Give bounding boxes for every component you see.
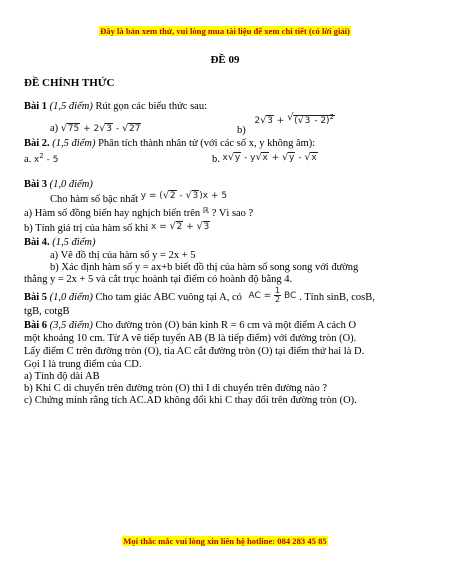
bai3-points: (1,0 điểm) bbox=[49, 179, 93, 190]
bai2-part-b bbox=[212, 152, 318, 163]
bai3-qa-set: ℝ bbox=[202, 206, 210, 215]
hotline-banner bbox=[0, 536, 450, 546]
bai1-a-expression: √ 75 + 2√ 3 - √ 27 bbox=[61, 124, 142, 134]
bai1-b-expression: 2√ 3 + √ (√ 3 - 2)$^2$ bbox=[254, 116, 335, 126]
bai1-text: Rút gọn các biểu thức sau: bbox=[95, 101, 207, 112]
bai6-line1 bbox=[24, 320, 356, 331]
bai2-a-label: a. bbox=[24, 154, 32, 165]
bai6-question-a: a) Tính độ dài AB bbox=[24, 371, 100, 382]
bai3-question-a bbox=[24, 208, 253, 219]
bai6-label: Bài 6 bbox=[24, 320, 48, 331]
hotline-text: Mọi thắc mắc vui lòng xin liên hệ hotline: 084 283 45 85 bbox=[123, 536, 327, 546]
bai6-question-c: c) Chứng minh rằng tích AC.AD không đổi khi C thay đổi trên đường tròn (O). bbox=[24, 395, 357, 406]
bai1-label: Bài 1 bbox=[24, 101, 48, 112]
bai5-line1 bbox=[24, 286, 375, 306]
bai2-text: Phân tích thành nhân tử (với các số x, y không âm): bbox=[98, 138, 316, 149]
bai5-ratio-expression bbox=[248, 286, 299, 304]
bai3-question-b bbox=[24, 223, 210, 234]
bai3-qb-text: b) Tính giá trị của hàm số khi bbox=[24, 223, 149, 234]
bai3-qa-text: a) Hàm số đồng biến hay nghịch biến trên bbox=[24, 208, 201, 219]
bai4-question-b-line2: thẳng y = 2x + 5 và cắt trục hoành tại điểm có hoành độ bằng 4. bbox=[24, 274, 293, 285]
bai6-line4: Gọi I là trung điểm của CD. bbox=[24, 359, 142, 370]
bai4-question-b-line1: b) Xác định hàm số y = ax+b biết đồ thị của hàm số song song với đường bbox=[50, 262, 359, 273]
bai2-heading bbox=[24, 138, 315, 149]
bai3-qa-end: ? Vì sao ? bbox=[211, 208, 254, 219]
bai5-line2: tgB, cotgB bbox=[24, 306, 70, 317]
bai5-expr-lhs: AC = bbox=[248, 291, 272, 301]
bai5-label: Bài 5 bbox=[24, 292, 48, 303]
bai1-heading bbox=[24, 101, 207, 112]
bai4-label: Bài 4. bbox=[24, 237, 50, 248]
bai2-label: Bài 2. bbox=[24, 138, 50, 149]
bai1-points: (1,5 điểm) bbox=[49, 101, 93, 112]
bai5-frac-den: 2 bbox=[275, 295, 281, 304]
bai6-line3: Lấy điểm C trên đường tròn (O), tia AC cắt đường tròn (O) tại điểm thứ hai là D. bbox=[24, 346, 365, 357]
bai6-points: (3,5 điểm) bbox=[49, 320, 93, 331]
bai5-text: Cho tam giác ABC vuông tại A, có bbox=[95, 292, 242, 303]
bai3-qb-expression: x = √ 2 + √ 3 bbox=[151, 222, 210, 232]
preview-notice-banner bbox=[0, 26, 450, 36]
bai1-part-b bbox=[237, 113, 335, 136]
bai3-function: y = (√ 2 - √ 3)x + 5 bbox=[141, 191, 227, 201]
bai2-b-label: b. bbox=[212, 154, 220, 165]
bai5-expr-rhs: BC bbox=[284, 291, 297, 301]
bai1-b-label: b) bbox=[237, 125, 246, 136]
bai2-b-expression: x√ y - y√ x + √ y - √ x bbox=[223, 153, 318, 163]
bai2-part-a bbox=[24, 152, 58, 165]
preview-notice-text: Đây là bản xem thử, vui lòng mua tài liệu để xem chi tiết (có lời giải) bbox=[100, 26, 350, 36]
bai5-text-end: . Tính sinB, cosB, bbox=[299, 292, 375, 303]
bai3-label: Bài 3 bbox=[24, 179, 48, 190]
bai2-a-expression: $x^2 - 5$ bbox=[33, 152, 59, 165]
bai2-points: (1,5 điểm) bbox=[52, 138, 96, 149]
bai3-intro: Cho hàm số bậc nhất bbox=[50, 194, 139, 205]
bai6-line2: một khoảng 10 cm. Từ A vẽ tiếp tuyến AB (B là tiếp điểm) với đường tròn (O). bbox=[24, 333, 357, 344]
bai4-heading bbox=[24, 237, 95, 248]
bai5-frac-num: 1 bbox=[275, 286, 281, 295]
bai6-line1-text: Cho đường tròn (O) bán kính R = 6 cm và một điểm A cách O bbox=[95, 320, 357, 331]
bai6-question-b: b) Khi C di chuyển trên đường tròn (O) thì I di chuyển trên đường nào ? bbox=[24, 383, 328, 394]
bai3-intro-line bbox=[50, 191, 228, 205]
bai5-fraction bbox=[274, 287, 281, 304]
exam-code: ĐỀ 09 bbox=[210, 54, 240, 66]
bai4-question-a: a) Vẽ đồ thị của hàm số y = 2x + 5 bbox=[50, 250, 196, 261]
bai1-a-label: a) bbox=[50, 123, 59, 134]
bai4-points: (1,5 điểm) bbox=[52, 237, 96, 248]
bai3-heading bbox=[24, 179, 93, 190]
bai5-points: (1,0 điểm) bbox=[49, 292, 93, 303]
official-title: ĐỀ CHÍNH THỨC bbox=[24, 77, 115, 89]
bai1-part-a bbox=[50, 123, 141, 134]
